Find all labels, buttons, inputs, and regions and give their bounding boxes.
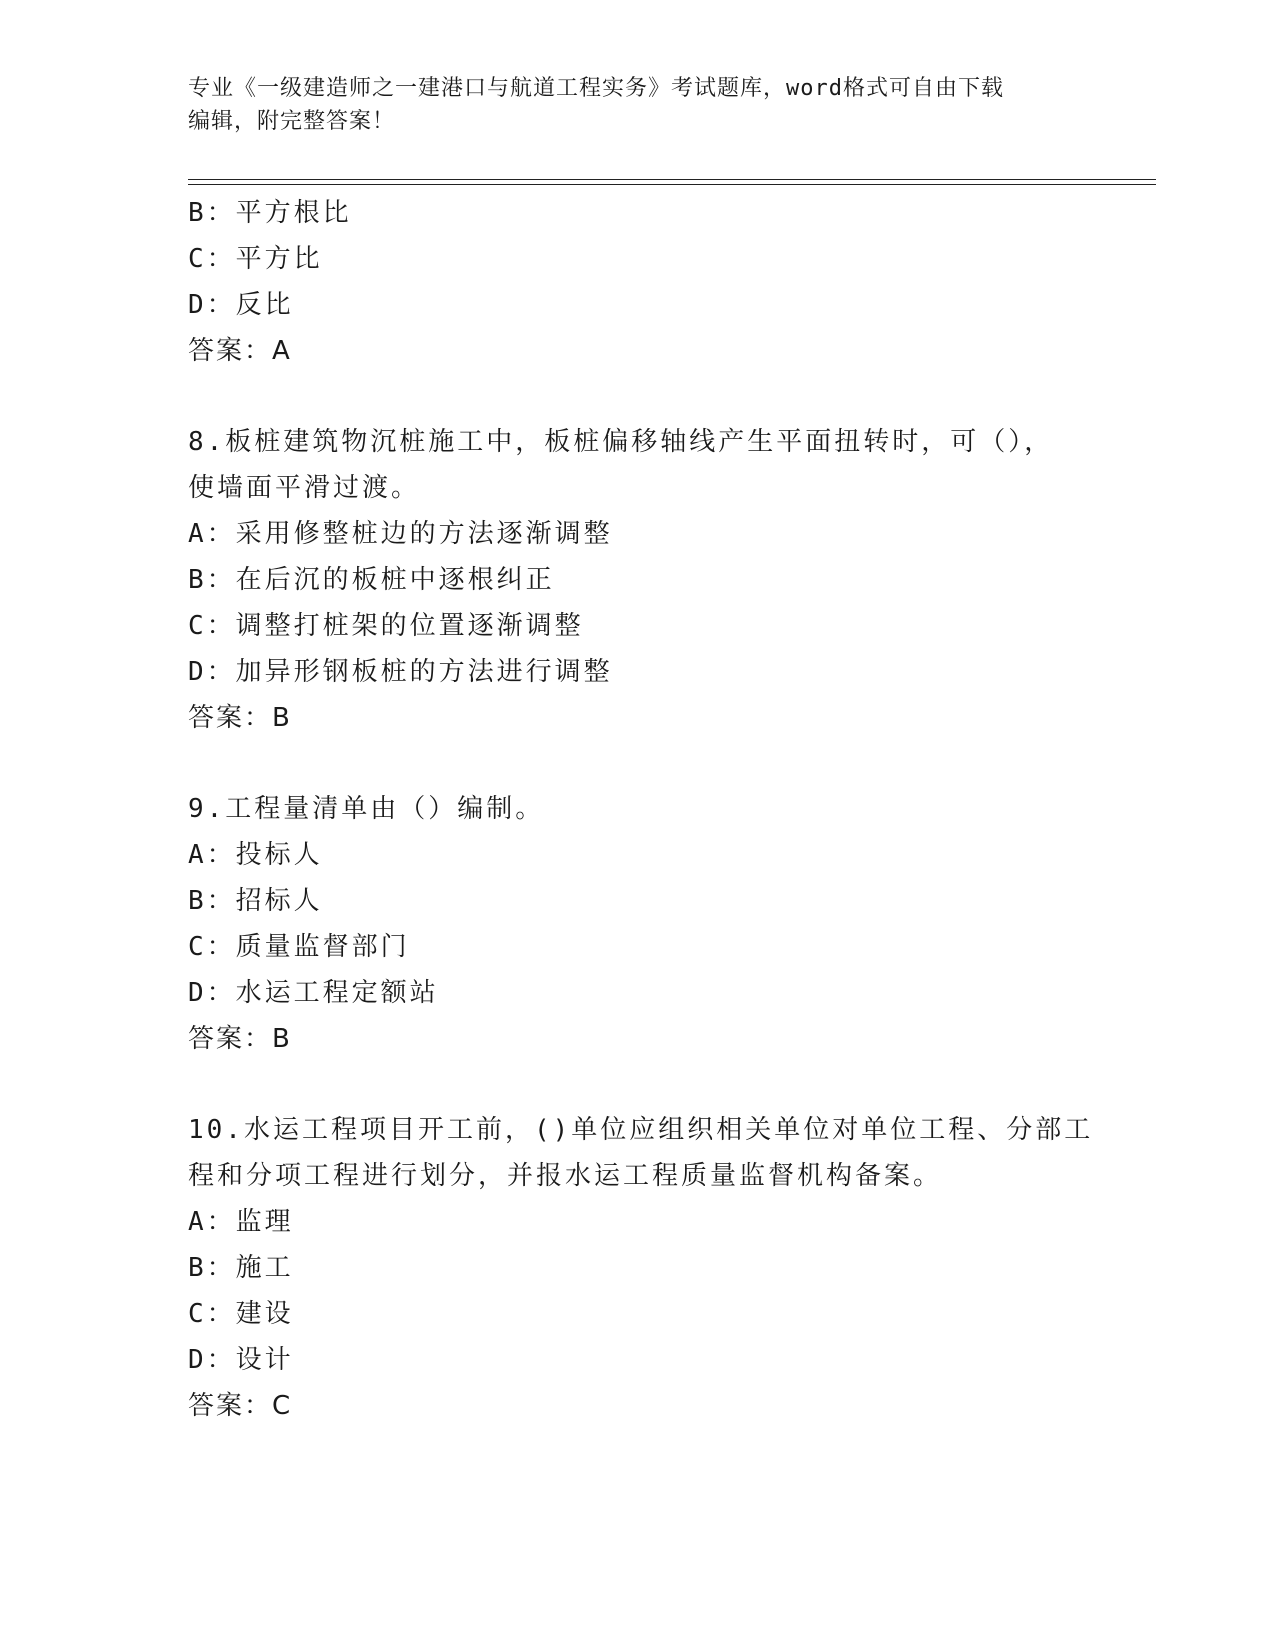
answer-line: 答案：B bbox=[188, 703, 292, 733]
header-line-1: 专业《一级建造师之一建港口与航道工程实务》考试题库，word格式可自由下载 bbox=[188, 76, 1004, 101]
answer-line: 答案：B bbox=[188, 1024, 292, 1054]
answer-line: 答案：C bbox=[188, 1391, 293, 1421]
question-stem-line: 8.板桩建筑物沉桩施工中，板桩偏移轴线产生平面扭转时，可（）， bbox=[188, 427, 1054, 457]
question-stem-line: 使墙面平滑过渡。 bbox=[188, 473, 421, 503]
option-a: A：监理 bbox=[188, 1207, 294, 1237]
header-divider-bottom bbox=[188, 184, 1156, 185]
answer-line: 答案：A bbox=[188, 336, 292, 366]
option-b: B：在后沉的板桩中逐根纠正 bbox=[188, 565, 555, 595]
option-c: C：建设 bbox=[188, 1299, 294, 1329]
option-b: B：平方根比 bbox=[188, 198, 352, 228]
question-10 bbox=[188, 1107, 1094, 1429]
option-c: C：质量监督部门 bbox=[188, 932, 410, 962]
question-9 bbox=[188, 786, 1088, 1062]
question-stem-line: 9.工程量清单由（）编制。 bbox=[188, 794, 545, 824]
option-b: B：招标人 bbox=[188, 886, 323, 916]
question-stem-line: 程和分项工程进行划分，并报水运工程质量监督机构备案。 bbox=[188, 1161, 943, 1191]
option-d: D：加异形钢板桩的方法进行调整 bbox=[188, 657, 613, 687]
question-content bbox=[188, 190, 1094, 1429]
question-spacer bbox=[188, 741, 1088, 786]
option-d: D：水运工程定额站 bbox=[188, 978, 439, 1008]
header-line-2: 编辑，附完整答案！ bbox=[188, 109, 396, 134]
option-b: B：施工 bbox=[188, 1253, 294, 1283]
document-header bbox=[188, 72, 1068, 138]
option-a: A：投标人 bbox=[188, 840, 323, 870]
option-c: C：调整打桩架的位置逐渐调整 bbox=[188, 611, 584, 641]
header-divider-top bbox=[188, 179, 1156, 180]
option-c: C：平方比 bbox=[188, 244, 323, 274]
question-8 bbox=[188, 419, 1088, 741]
previous-question-block bbox=[188, 190, 1088, 374]
option-d: D：反比 bbox=[188, 290, 294, 320]
question-spacer bbox=[188, 374, 1088, 419]
option-a: A：采用修整桩边的方法逐渐调整 bbox=[188, 519, 613, 549]
question-spacer bbox=[188, 1062, 1088, 1107]
option-d: D：设计 bbox=[188, 1345, 294, 1375]
question-stem-line: 10.水运工程项目开工前，()单位应组织相关单位对单位工程、分部工 bbox=[188, 1115, 1094, 1145]
